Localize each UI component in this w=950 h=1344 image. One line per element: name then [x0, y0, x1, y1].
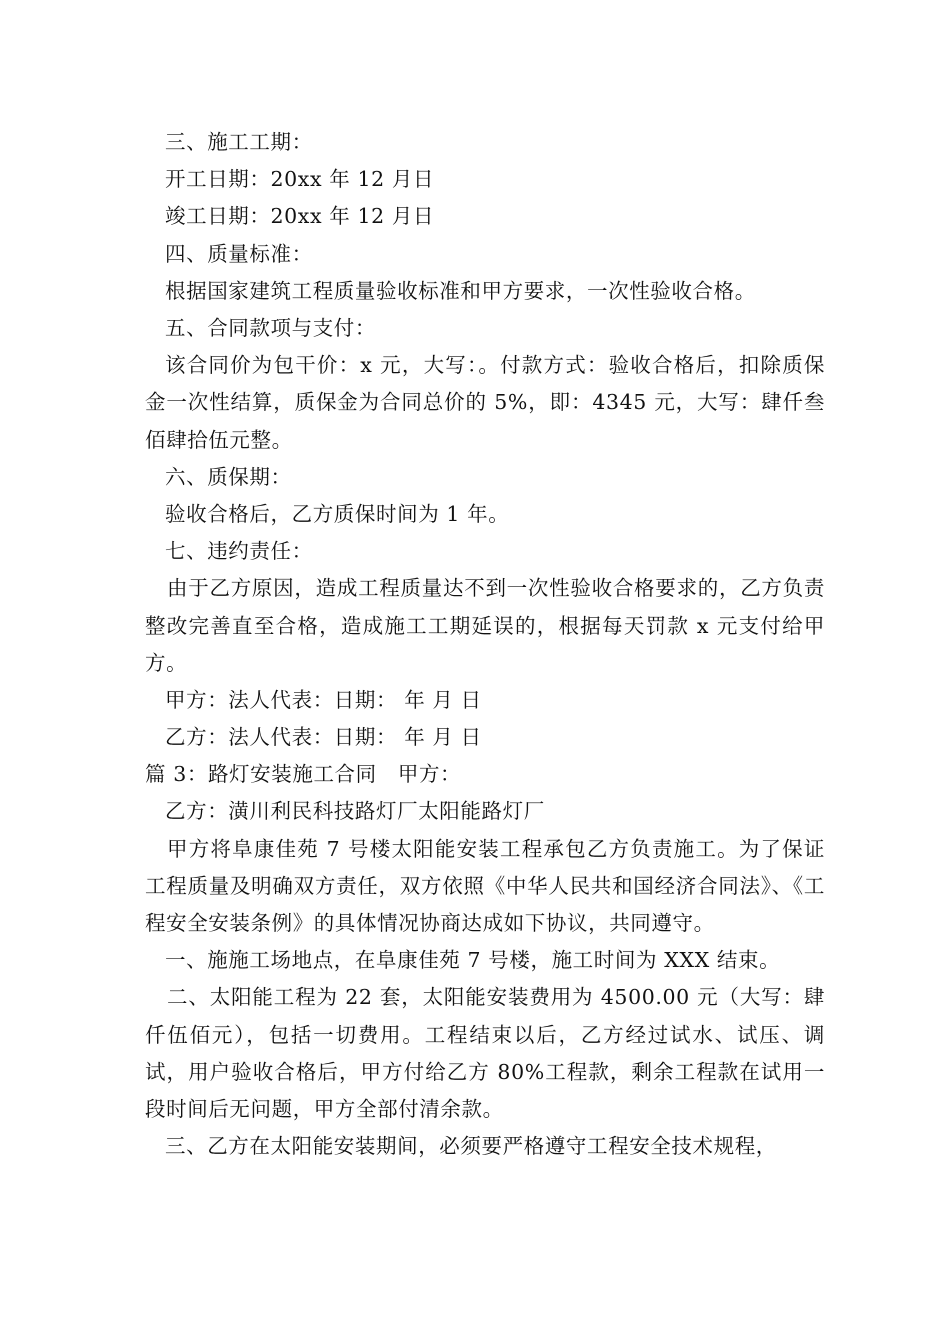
clause-1: 一、施施工场地点，在阜康佳苑 7 号楼，施工时间为 XXX 结束。 — [165, 948, 781, 973]
heading-quality-standard: 四、质量标准： — [165, 241, 313, 266]
heading-payment: 五、合同款项与支付： — [165, 315, 376, 340]
warranty-text: 验收合格后，乙方质保时间为 1 年。 — [165, 501, 510, 526]
heading-warranty-period: 六、质保期： — [165, 464, 292, 489]
party-b-signature-line: 乙方：法人代表：日期： 年 月 日 — [165, 725, 482, 750]
payment-paragraph: 该合同价为包干价：x 元，大写：。付款方式：验收合格后，扣除质保金一次性结算，质保金为合同总价的 5%，即：4345 元，大写：肆仟叁佰肆拾伍元整。 — [145, 353, 825, 452]
document-body — [145, 124, 825, 1165]
end-date-line: 竣工日期：20xx 年 12 月日 — [165, 204, 435, 229]
quality-standard-text: 根据国家建筑工程质量验收标准和甲方要求，一次性验收合格。 — [165, 278, 756, 303]
section-3-title: 篇 3：路灯安装施工合同 甲方： — [145, 762, 462, 787]
clause-3-start: 三、乙方在太阳能安装期间，必须要严格遵守工程安全技术规程， — [165, 1134, 777, 1159]
liability-paragraph: 由于乙方原因，造成工程质量达不到一次性验收合格要求的，乙方负责整改完善直至合格，造成施工工期延误的，根据每天罚款 x 元支付给甲方。 — [145, 576, 825, 675]
party-a-signature-line: 甲方：法人代表：日期： 年 月 日 — [165, 687, 482, 712]
intro-paragraph: 甲方将阜康佳苑 7 号楼太阳能安装工程承包乙方负责施工。为了保证工程质量及明确双方责任，双方依照《中华人民共和国经济合同法》、《工程安全安装条例》的具体情况协商达成如下协议，共同遵守。 — [145, 836, 825, 936]
party-b-name: 乙方：潢川利民科技路灯厂太阳能路灯厂 — [165, 799, 545, 824]
start-date-line: 开工日期：20xx 年 12 月日 — [165, 167, 435, 192]
heading-construction-period: 三、施工工期： — [165, 130, 313, 154]
clause-2-paragraph: 二、太阳能工程为 22 套，太阳能安装费用为 4500.00 元（大写：肆仟伍佰元），包括一切费用。工程结束以后，乙方经过试水、试压、调试，用户验收合格后，甲方付给乙方 80%工程款，剩余工程款在试用一段时间后无问题，甲方全部付清余款。 — [145, 985, 825, 1122]
heading-liability: 七、违约责任： — [165, 539, 313, 564]
